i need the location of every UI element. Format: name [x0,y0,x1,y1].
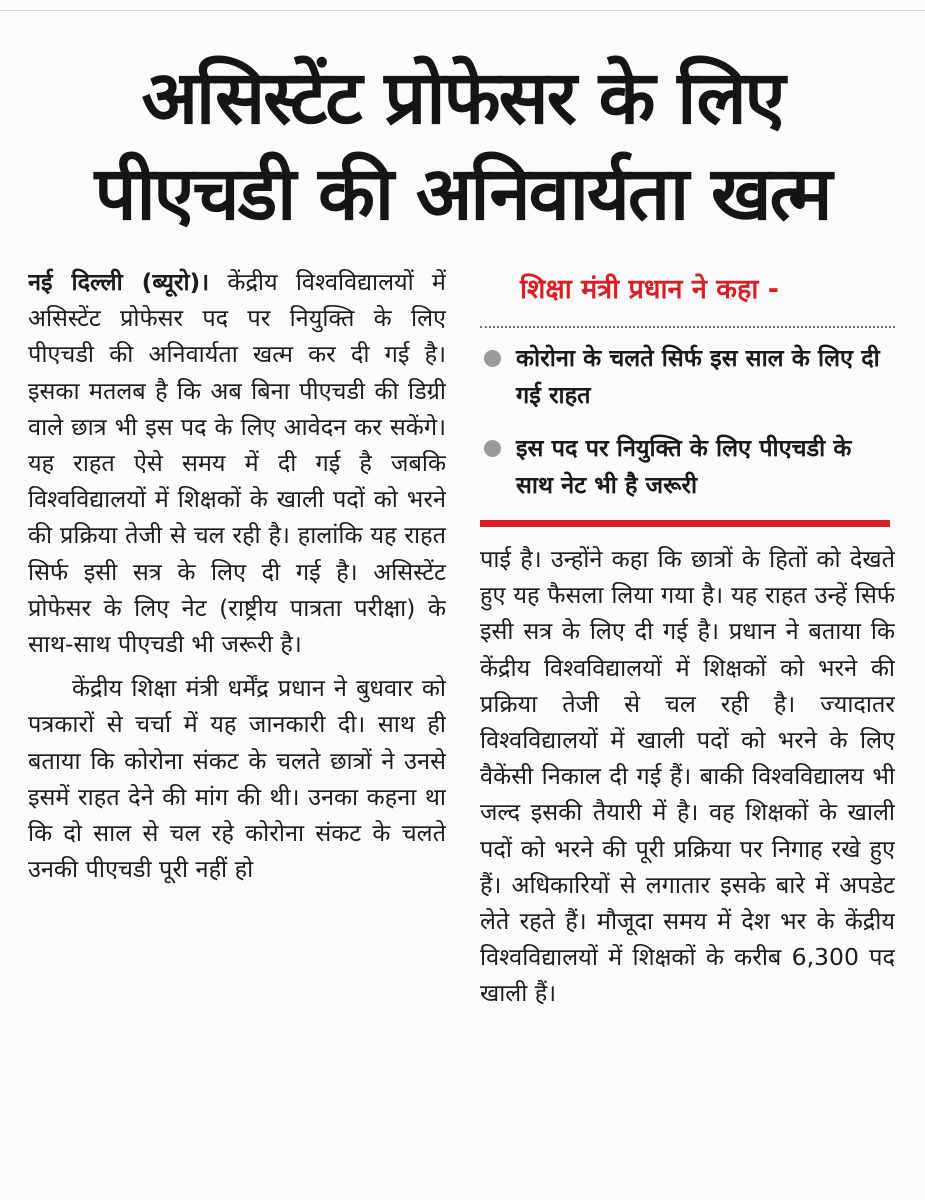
red-rule [480,520,890,527]
highlight-text: कोरोना के चलते सिर्फ इस साल के लिए दी गई राहत [516,344,880,409]
highlight-text: इस पद पर नियुक्ति के लिए पीएचडी के साथ नेट भी है जरूरी [516,434,852,499]
dotted-divider [480,326,895,328]
left-column [28,264,446,1194]
highlight-item [480,340,895,414]
headline-line-2: पीएचडी की अनिवार्यता खत्म [94,151,831,237]
left-paragraph-1-text: केंद्रीय विश्वविद्यालयों में असिस्टेंट प्रोफेसर पद पर नियुक्ति के लिए पीएचडी की अनिवार्यता खत्म कर दी गई है। इसका मतलब है कि अब बिना पीएचडी की डिग्री वाले छात्र भी इस पद के लिए आवेदन कर सकेंगे। यह राहत ऐसे समय में दी गई है जबकि विश्वविद्यालयों में शिक्षकों के खाली पदों को भरने की प्रक्रिया तेजी से चल रही है। हालांकि यह राहत सिर्फ इसी सत्र के लिए दी गई है। असिस्टेंट प्रोफेसर के लिए नेट (राष्ट्रीय पात्रता परीक्षा) के साथ-साथ पीएचडी भी जरूरी है। [28,268,446,659]
bullet-dot-icon [484,350,501,367]
highlights-box [480,268,895,527]
headline-line-1: असिस्टेंट प्रोफेसर के लिए [141,55,784,141]
highlights-title: शिक्षा मंत्री प्रधान ने कहा - [520,274,779,305]
top-rule [0,0,925,11]
headline [20,50,905,242]
left-paragraph-1 [28,264,446,662]
bullet-dot-icon [484,440,501,457]
left-paragraph-2: केंद्रीय शिक्षा मंत्री धर्मेंद्र प्रधान ने बुधवार को पत्रकारों से चर्चा में यह जानकारी दी। साथ ही बताया कि कोरोना संकट के चलते छात्रों ने उनसे इसमें राहत देने की मांग की थी। उनका कहना था कि दो साल से चल रहे कोरोना संकट के चलते उनकी पीएचडी पूरी नहीं हो [28,674,446,884]
highlight-item [480,430,895,504]
dateline: नई दिल्ली (ब्यूरो)। [28,268,210,296]
right-paragraph-1: पाई है। उन्होंने कहा कि छात्रों के हितों को देखते हुए यह फैसला लिया गया है। यह राहत उन्हें सिर्फ इसी सत्र के लिए दी गई है। प्रधान ने बताया कि केंद्रीय विश्वविद्यालयों में शिक्षकों को भरने की प्रक्रिया तेजी से चल रही है। ज्यादातर विश्वविद्यालयों में खाली पदों को भरने के लिए वैकेंसी निकाल दी गई हैं। बाकी विश्वविद्यालय भी जल्द इसकी तैयारी में है। वह शिक्षकों के खाली पदों को भरने की पूरी प्रक्रिया पर निगाह रखे हुए हैं। अधिकारियों से लगातार इसके बारे में अपडेट लेते रहते हैं। मौजूदा समय में देश भर के केंद्रीय विश्वविद्यालयों में शिक्षकों के करीब 6,300 पद खाली हैं। [480,545,895,1008]
right-column [480,264,895,1194]
